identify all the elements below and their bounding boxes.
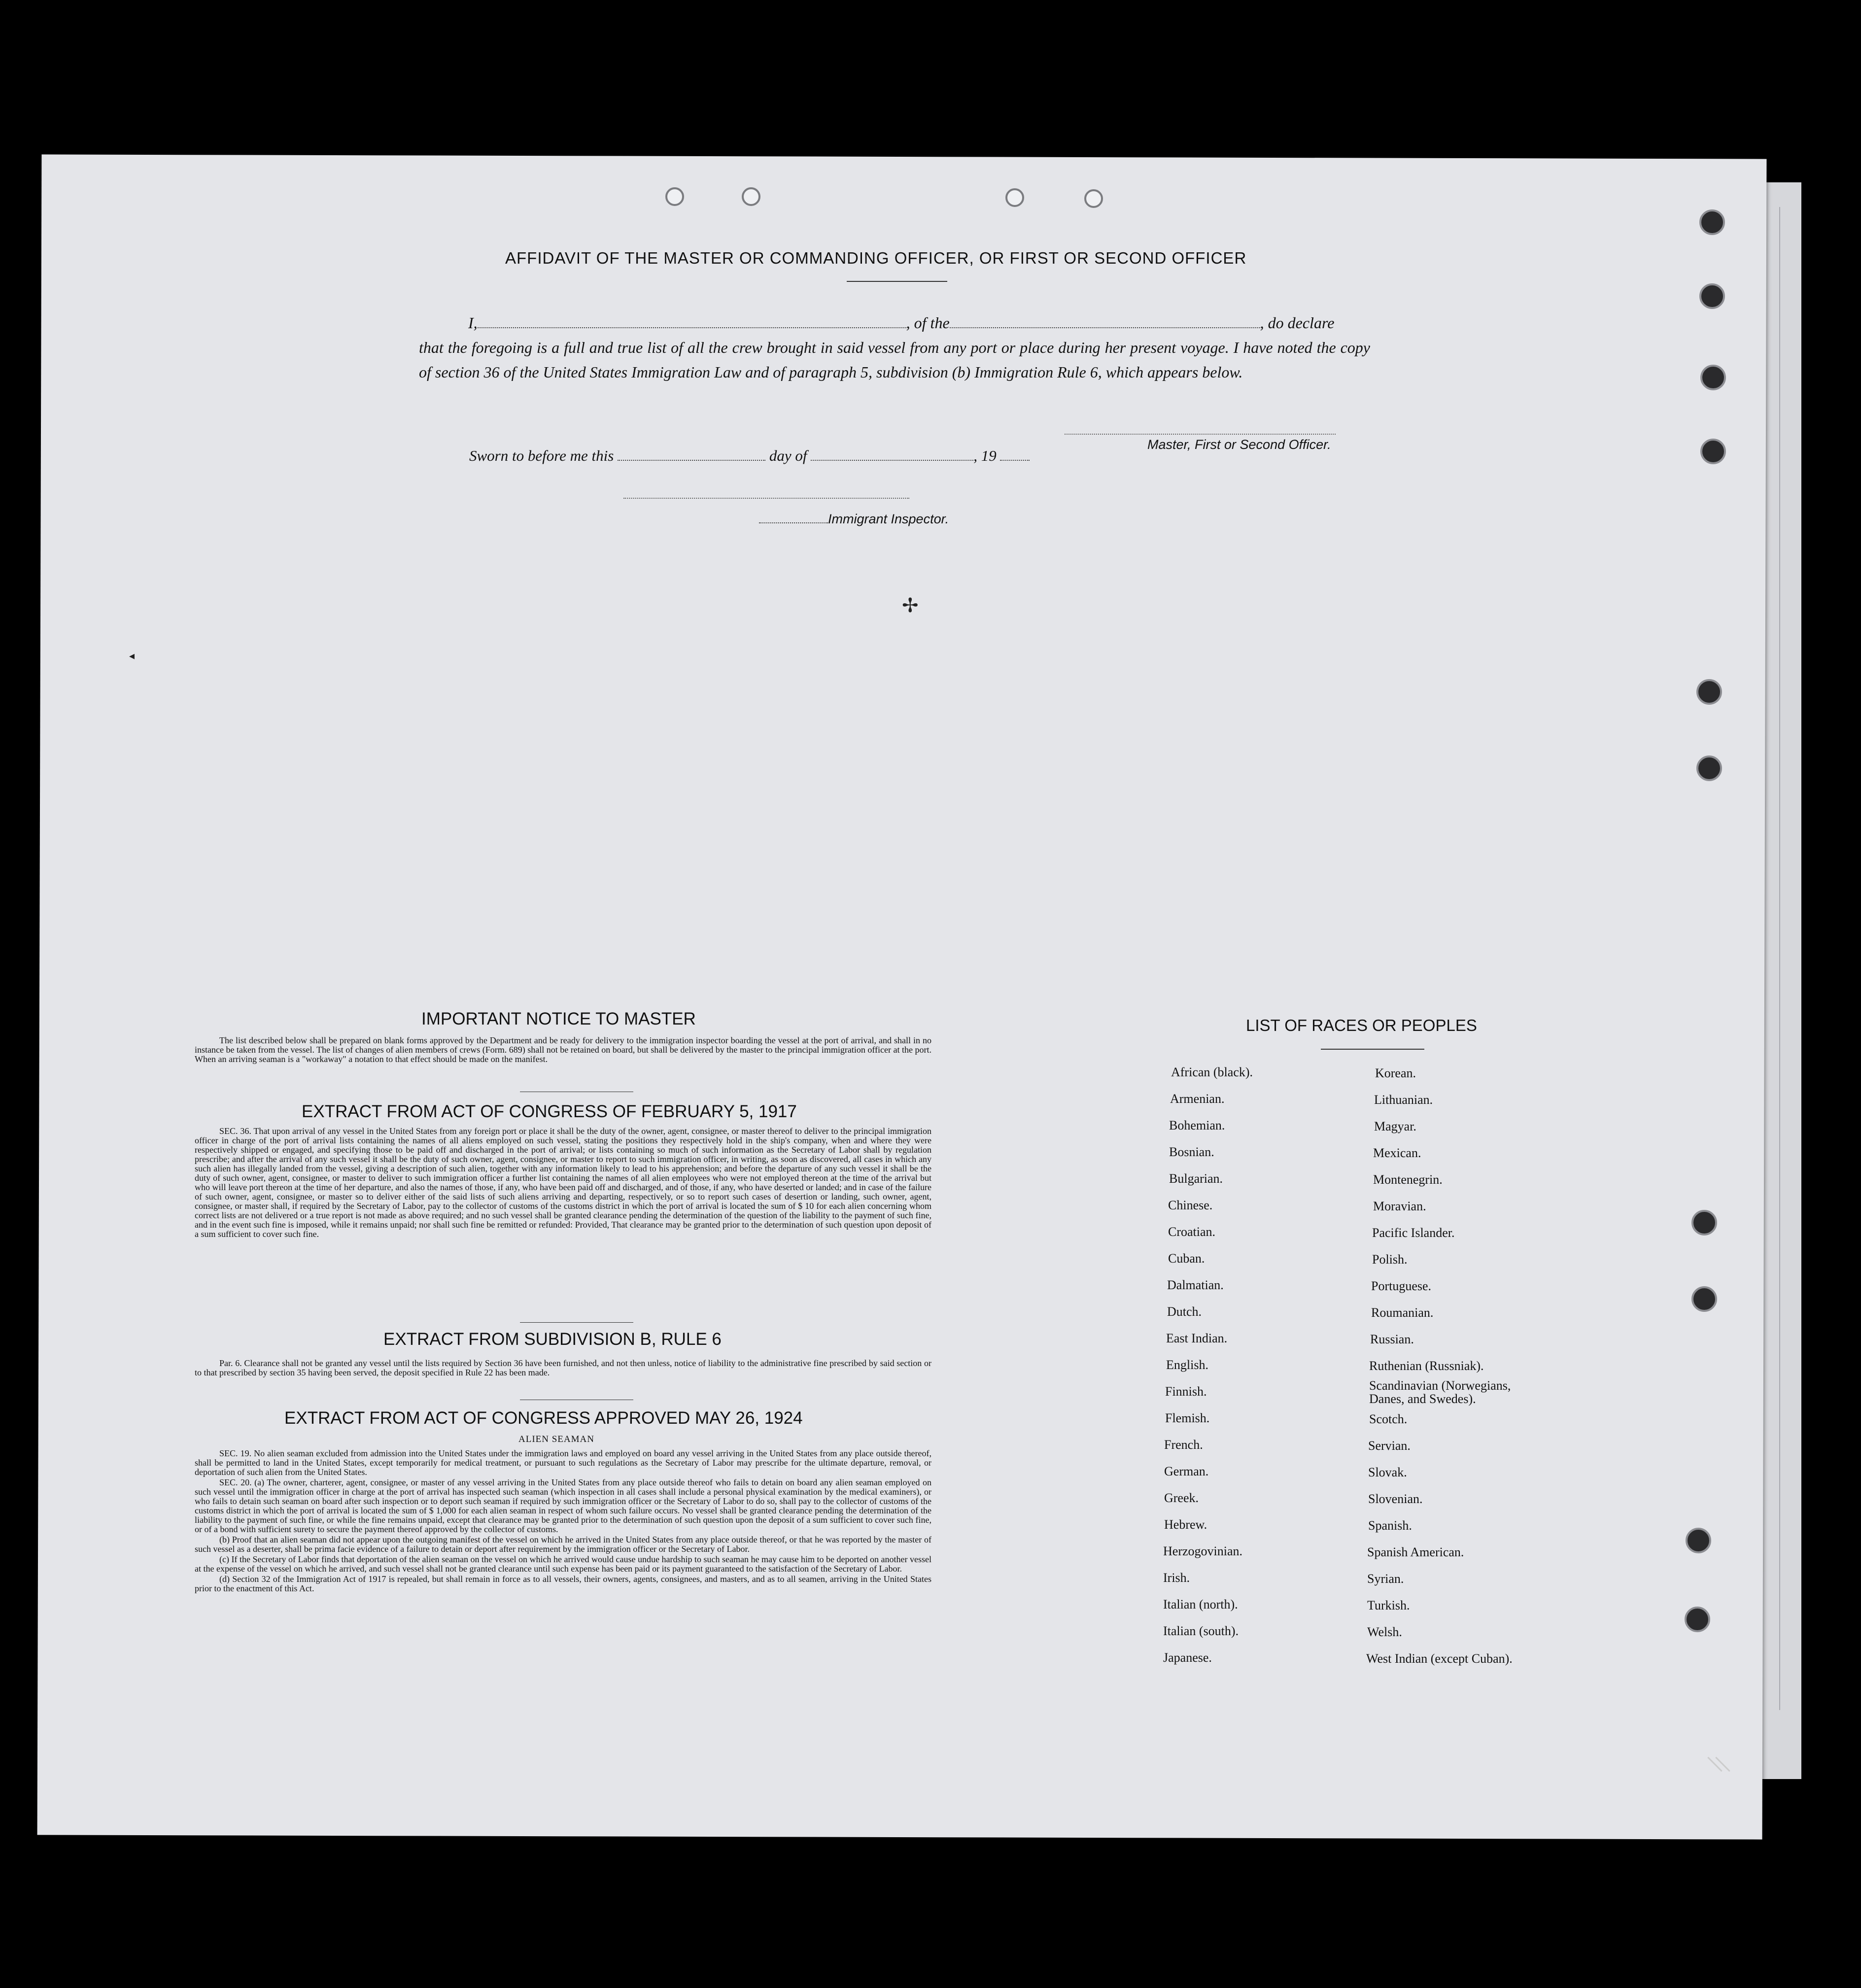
punch-hole (742, 187, 760, 206)
extract-1924-sec20d: (d) Section 32 of the Immigration Act of 1917 is repealed, but shall remain in force as to all vessels, their owners, agents, consignees, and masters, and as to all seamen, arriving in the United States prior to the enactment of this Act. (195, 1574, 931, 1593)
sworn-day-label: day of (769, 447, 807, 464)
title-rule (847, 281, 947, 282)
race-item: Lithuanian. (1374, 1093, 1433, 1107)
races-title-rule (1321, 1049, 1424, 1050)
race-item: Scandinavian (Norwegians, Danes, and Swedes). (1369, 1378, 1511, 1406)
race-item: Finnish. (1165, 1384, 1207, 1399)
notice-title: IMPORTANT NOTICE TO MASTER (421, 1009, 696, 1028)
race-item: Servian. (1368, 1439, 1411, 1453)
extract-1924-title: EXTRACT FROM ACT OF CONGRESS APPROVED MAY 26, 1924 (284, 1408, 803, 1428)
race-item: Welsh. (1367, 1625, 1402, 1639)
binding-hole (1685, 1607, 1710, 1632)
race-item: Bosnian. (1169, 1145, 1214, 1159)
extract-1924-sec19: SEC. 19. No alien seaman excluded from admission into the United States under the immigration laws and employed on board any vessel arriving in the United States from any place outside thereof, shall be permitted to land in the United States, except temporarily for medical treatment, or pursuant to such regulations as the Secretary of Labor may prescribe for the ultimate departure, removal, or deportation of such alien from the United States. (195, 1448, 931, 1477)
underlying-page-line (1779, 207, 1780, 1710)
binding-hole (1696, 755, 1722, 781)
race-item: Roumanian. (1371, 1305, 1434, 1320)
extract-1917-body (195, 1127, 931, 1240)
race-item: Pacific Islander. (1372, 1226, 1455, 1240)
inspector-signature-line[interactable] (623, 498, 909, 499)
binding-hole (1691, 1286, 1717, 1312)
race-item: Italian (north). (1163, 1597, 1238, 1611)
extract-1917-title: EXTRACT FROM ACT OF CONGRESS OF FEBRUARY 5, 1917 (302, 1102, 797, 1121)
race-item: Flemish. (1165, 1411, 1210, 1425)
extract-1924-subtitle: ALIEN SEAMAN (518, 1434, 594, 1444)
race-item: Hebrew. (1164, 1517, 1207, 1532)
race-item: Bohemian. (1169, 1118, 1225, 1132)
race-item: Magyar. (1374, 1119, 1416, 1133)
binding-hole (1691, 1210, 1717, 1235)
punch-hole (1084, 189, 1103, 208)
affidavit-body: that the foregoing is a full and true list of all the crew brought in said vessel from any port or place during her present voyage. I have noted the copy of section 36 of the United States Immigration Law and of paragraph 5, subdivision (b) Immigration Rule 6, which appears below. (419, 339, 1370, 381)
extract-rule6-title: EXTRACT FROM SUBDIVISION B, RULE 6 (383, 1330, 722, 1349)
race-item: Dalmatian. (1167, 1278, 1224, 1292)
race-item: Slovenian. (1368, 1492, 1423, 1506)
sworn-prefix: Sworn to before me this (469, 447, 614, 464)
inspector-dots (759, 522, 828, 523)
master-label: Master, First or Second Officer. (1147, 437, 1331, 452)
race-item: Italian (south). (1163, 1624, 1239, 1638)
extract-1924-sec20c: (c) If the Secretary of Labor finds that deportation of the alien seaman on the vessel on which he arrived would cause undue hardship to such seaman he may cause him to be deported on another vessel at the expense of the vessel on which he arrived, and such vessel shall not be granted clearance until such expense has been paid or its payment guaranteed to the satisfaction of the Secretary of Labor. (195, 1554, 931, 1574)
extract-1924-sec20b: (b) Proof that an alien seaman did not appear upon the outgoing manifest of the vessel on which he arrived in the United States from any place outside thereof, or that he was reported by the master of such vessel as a deserter, shall be prima facie evidence of a failure to detain or deport after requirement by the immigration officer or the Secretary of Labor. (195, 1535, 931, 1554)
extract-rule6-body (195, 1359, 931, 1378)
declarant-prefix: I, (468, 314, 478, 332)
binding-hole (1699, 209, 1725, 235)
declarant-name-field[interactable] (478, 327, 906, 328)
race-item: Scotch. (1369, 1412, 1408, 1426)
race-item: Croatian. (1168, 1225, 1216, 1239)
race-item: Russian. (1370, 1332, 1414, 1346)
binding-hole (1700, 365, 1726, 390)
race-item: Irish. (1163, 1571, 1190, 1585)
extract-1924-sec20a: SEC. 20. (a) The owner, charterer, agent, consignee, or master of any vessel arriving in the United States from any place outside thereof who fails to detain on board any alien seaman employed on such vessel until the immigration officer in charge at the port of arrival has inspected such seaman (which inspection in all cases shall include a personal physical examination by the medical examiners), or who fails to detain such seaman on board after such inspection or to deport such seaman if required by such immigration officer or the Secretary of Labor to do so, shall pay to the collector of customs of the customs district in which the port of arrival is located the sum of $ 1,000 for each alien seaman in respect of whom such failure occurs. No vessel shall be granted clearance pending the determination of the liability to the payment of such fine, or while the fine remains unpaid, except that clearance may be granted prior to the determination of such question upon the deposit of a sum sufficient to cover such fine, or of a bond with sufficient surety to secure the payment thereof approved by the collector of customs. (195, 1477, 931, 1534)
race-item: Korean. (1375, 1066, 1416, 1080)
punch-hole (1005, 188, 1024, 207)
race-item: Ruthenian (Russniak). (1369, 1359, 1484, 1373)
race-item: East Indian. (1166, 1331, 1228, 1345)
race-item: Montenegrin. (1373, 1172, 1443, 1187)
races-title: LIST OF RACES OR PEOPLES (1246, 1016, 1477, 1034)
inspector-line (759, 512, 949, 527)
binding-hole (1696, 679, 1722, 705)
race-item: Mexican. (1373, 1146, 1421, 1160)
punch-hole (665, 187, 684, 206)
race-item: African (black). (1171, 1065, 1253, 1079)
binding-hole (1699, 283, 1725, 309)
race-item: Spanish. (1368, 1518, 1412, 1533)
sworn-month-field[interactable] (811, 460, 973, 461)
race-item: German. (1164, 1464, 1209, 1478)
extract-1924-body (195, 1449, 931, 1594)
race-item: West Indian (except Cuban). (1366, 1651, 1513, 1666)
race-item: Herzogovinian. (1163, 1544, 1243, 1558)
ink-mark: ◂ (129, 650, 135, 662)
binding-hole (1700, 439, 1726, 464)
master-signature-line[interactable] (1065, 434, 1336, 435)
section-rule (520, 1322, 633, 1323)
race-item: Bulgarian. (1169, 1171, 1223, 1186)
binding-hole (1686, 1528, 1711, 1553)
race-item: Spanish American. (1367, 1545, 1464, 1559)
race-item: Cuban. (1168, 1251, 1205, 1266)
race-item: Greek. (1164, 1491, 1199, 1505)
sworn-year-label: , 19 (973, 447, 997, 464)
race-item: Japanese. (1163, 1650, 1212, 1665)
vessel-prefix: , of the (906, 314, 950, 332)
race-item: Slovak. (1368, 1465, 1407, 1479)
race-item: Armenian. (1170, 1092, 1225, 1106)
extract-rule6-paragraph: Par. 6. Clearance shall not be granted any vessel until the lists required by Section 36 have been furnished, and not then unless, notice of liability to the administrative fine prescribed by said section or to that prescribed by section 35 having been served, the deposit specified in Rule 22 has been made. (195, 1358, 931, 1377)
notice-body (195, 1036, 931, 1065)
notice-paragraph: The list described below shall be prepared on blank forms approved by the Department and be ready for delivery to the immigration inspector boarding the vessel at the port of arrival, and shall in no instance be taken from the vessel. The list of changes of alien members of crews (Form. 689) shall not be retained on board, but shall be delivered by the master to the principal immigration officer at the port. When an arriving seaman is a "workaway" a notation to that effect should be made on the manifest. (195, 1035, 931, 1064)
race-item: French. (1164, 1438, 1203, 1452)
affidavit-declaration (419, 310, 1370, 384)
ink-mark: ✢ (902, 594, 919, 617)
inspector-label: Immigrant Inspector. (828, 512, 949, 526)
race-item: Syrian. (1367, 1572, 1404, 1586)
sworn-year-field[interactable] (1000, 460, 1030, 461)
declare-suffix: , do declare (1260, 314, 1335, 332)
sworn-date-field[interactable] (618, 460, 765, 461)
race-item: Dutch. (1167, 1304, 1202, 1319)
race-item: Moravian. (1373, 1199, 1426, 1213)
race-item: English. (1166, 1358, 1208, 1372)
extract-1917-paragraph: SEC. 36. That upon arrival of any vessel in the United States from any foreign port or place it shall be the duty of the owner, agent, consignee, or master thereof to deliver to the principal immigration officer in charge of the port of arrival lists containing the names of all aliens employed on such vessel, stating the positions they respectively hold in the ship's company, when and where they were respectively shipped or engaged, and specifying those to be paid off and discharged in the port of arrival; or lists containing so much of such information as the Secretary of Labor shall by regulation prescribe; and after the arrival of any such vessel it shall be the duty of such owner, agent, consignee, or master to report to such immigration officer, in writing, as soon as discovered, all cases in which any such alien has illegally landed from the vessel, giving a description of such alien, together with any information likely to lead to his apprehension; and before the departure of any such vessel it shall be the duty of such owner, agent, consignee, or master to deliver to such immigration officer a further list containing the names of all alien employees who were not employed thereon at the time of the arrival but who will leave port thereon at the time of her departure, and also the names of those, if any, who have been paid off and discharged, and of those, if any, who have deserted or landed; and in case of the failure of such owner, agent, consignee, or master so to deliver either of the said lists of such aliens arriving and departing, respectively, or so to report such cases of desertion or landing, such owner, agent, consignee, or master shall, if required by the Secretary of Labor, pay to the collector of customs of the customs district in which the port of arrival is located the sum of $ 10 for each alien concerning whom correct lists are not delivered or a true report is not made as above required; and no such vessel shall be granted clearance pending the determination of the question of the liability to the payment of such fine, and in the event such fine is imposed, while it remains unpaid; nor shall such fine be remitted or refunded: Provided, That clearance may be granted prior to the determination of such question upon deposit of a sum sufficient to cover such fine. (195, 1126, 931, 1239)
sworn-line (469, 447, 1030, 465)
race-item: Portuguese. (1371, 1279, 1432, 1293)
affidavit-title: AFFIDAVIT OF THE MASTER OR COMMANDING OFFICER, OR FIRST OR SECOND OFFICER (505, 249, 1247, 267)
vessel-name-field[interactable] (950, 327, 1260, 328)
race-item: Turkish. (1367, 1598, 1410, 1612)
race-item: Polish. (1372, 1252, 1408, 1267)
race-item: Chinese. (1168, 1198, 1213, 1212)
